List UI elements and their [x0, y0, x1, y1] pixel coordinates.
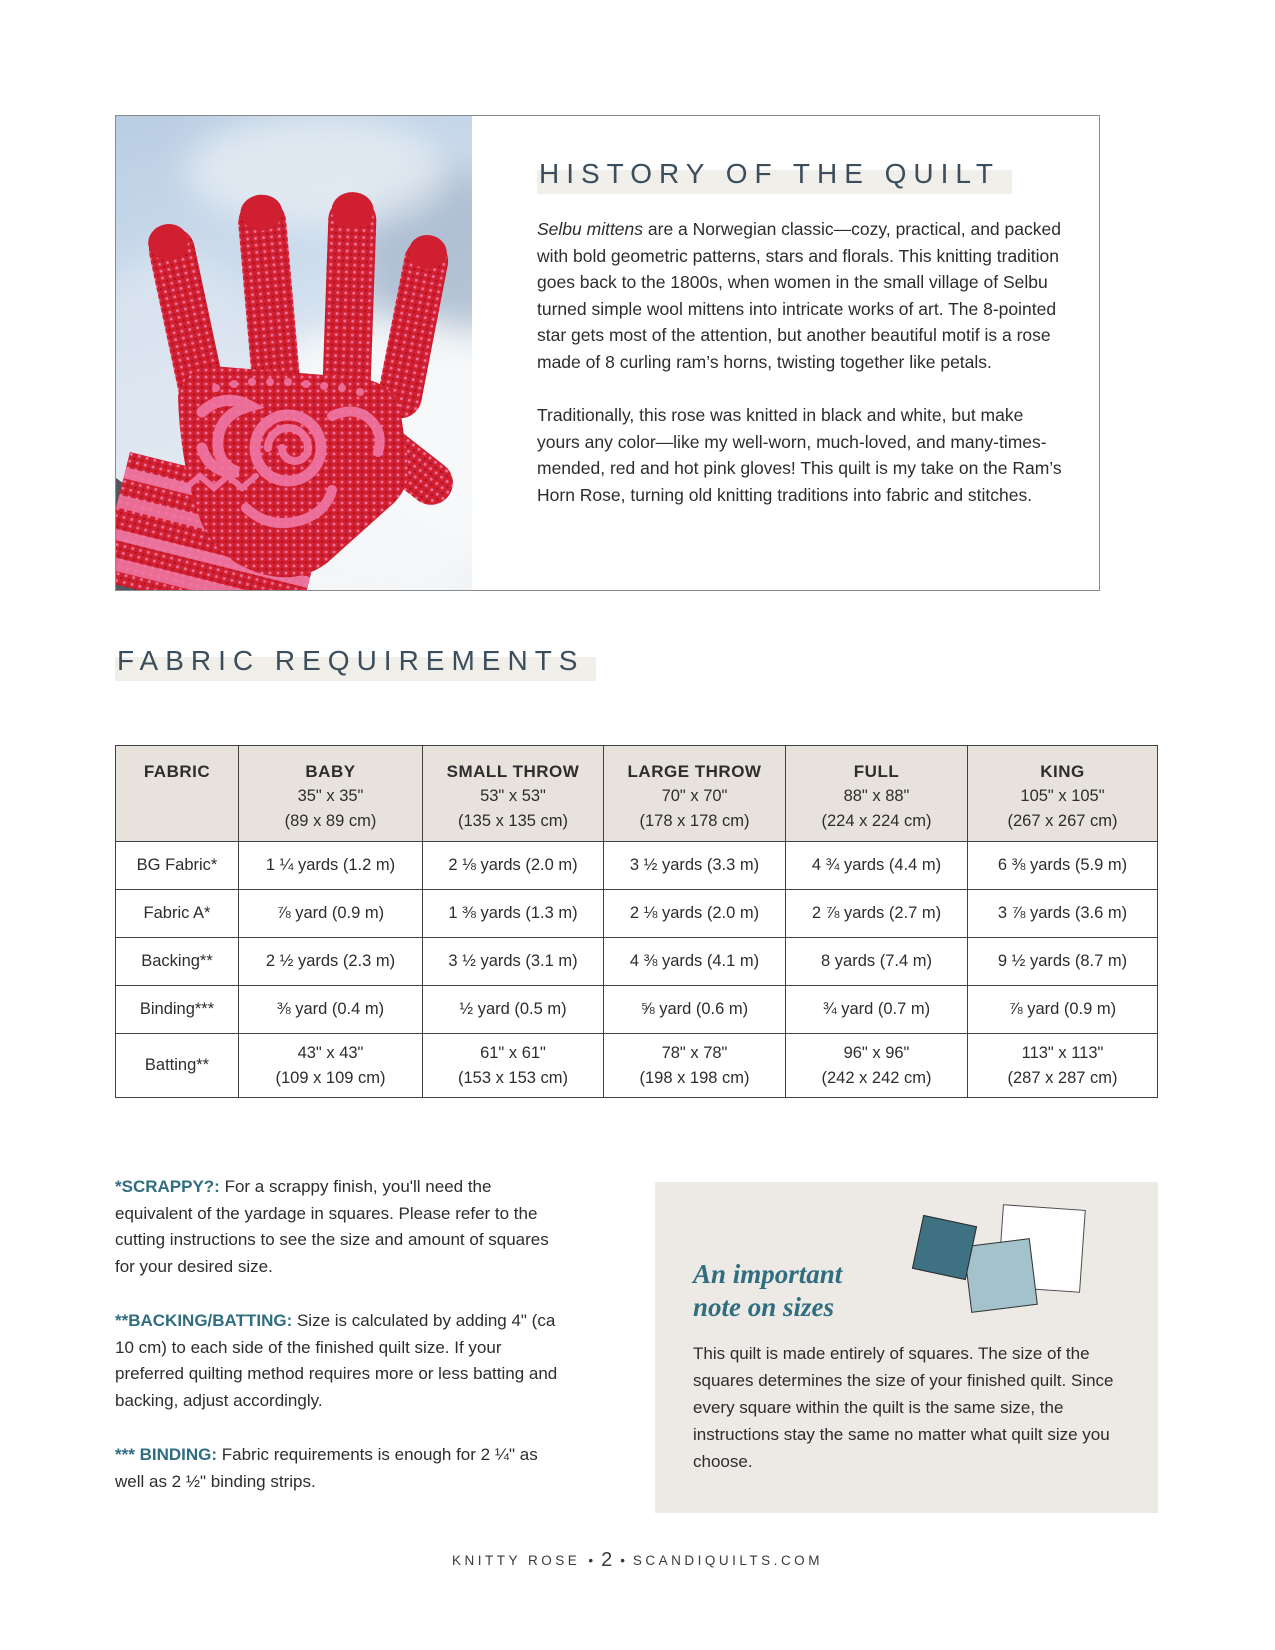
fabric-requirements-title: FABRIC REQUIREMENTS: [115, 645, 596, 677]
table-cell: 113" x 113" (287 x 287 cm): [968, 1034, 1158, 1098]
footer-separator: •: [620, 1553, 625, 1568]
table-cell: ⅜ yard (0.4 m): [239, 986, 423, 1034]
footnote-scrappy: *SCRAPPY?: For a scrappy finish, you'll need the equivalent of the yardage in squares. Please refer to the cutting instructions to see the size and amount of squares for your desired size.: [115, 1177, 549, 1276]
size-note-body: This quilt is made entirely of squares. The size of the squares determines the size of your finished quilt. Since every square within the quilt is the same size, the instructions stay the same no matter what quilt size you choose.: [693, 1344, 1114, 1471]
table-cell: 2 ⅛ yards (2.0 m): [604, 890, 786, 938]
col-header-baby: BABY 35" x 35" (89 x 89 cm): [239, 746, 423, 842]
row-label: Binding***: [116, 986, 239, 1034]
row-label: BG Fabric*: [116, 842, 239, 890]
history-content: [537, 158, 1065, 508]
table-cell: 4 ¾ yards (4.4 m): [786, 842, 968, 890]
col-header-full: FULL 88" x 88" (224 x 224 cm): [786, 746, 968, 842]
white-square-icon: [997, 1204, 1086, 1293]
table-cell: 8 yards (7.4 m): [786, 938, 968, 986]
footer-separator: •: [588, 1553, 594, 1568]
history-paragraph-1: Selbu mittens are a Norwegian classic—cozy, practical, and packed with bold geometric patterns, stars and florals. This knitting tradition goes back to the 1800s, when women in the small village of Selbu turned simple wool mittens into intricate works of art. The 8-pointed star gets most of the attention, but another beautiful motif is a rose made of 8 curling ram’s horns, twisting together like petals.: [537, 219, 1061, 372]
table-cell: 2 ⅞ yards (2.7 m): [786, 890, 968, 938]
table-cell: 96" x 96" (242 x 242 cm): [786, 1034, 968, 1098]
page-footer: [0, 1549, 1275, 1572]
table-cell: 2 ⅛ yards (2.0 m): [423, 842, 604, 890]
table-cell: 2 ½ yards (2.3 m): [239, 938, 423, 986]
size-note-heading: An important note on sizes: [693, 1259, 843, 1322]
table-cell: ½ yard (0.5 m): [423, 986, 604, 1034]
light-blue-square-icon: [963, 1238, 1038, 1313]
table-cell: ¾ yard (0.7 m): [786, 986, 968, 1034]
history-paragraph-2: Traditionally, this rose was knitted in black and white, but make yours any color—like my well-worn, much-loved, and many-times-mended, red and hot pink gloves! This quilt is my take on the Ram’s Horn Rose, turning old knitting traditions into fabric and stitches.: [537, 405, 1062, 505]
table-cell: 3 ½ yards (3.3 m): [604, 842, 786, 890]
size-note-box: [655, 1182, 1158, 1513]
glove-photo: [116, 116, 472, 590]
history-paragraph-lead: Selbu mittens: [537, 219, 644, 239]
history-title: HISTORY OF THE QUILT: [537, 158, 1065, 190]
row-label: Backing**: [116, 938, 239, 986]
footer-brand: KNITTY ROSE: [452, 1553, 581, 1568]
table-cell: 1 ⅜ yards (1.3 m): [423, 890, 604, 938]
glove-photo-illustration: [116, 116, 472, 590]
table-cell: 61" x 61" (153 x 153 cm): [423, 1034, 604, 1098]
footer-site: SCANDIQUILTS.COM: [632, 1553, 823, 1568]
table-row-binding: [116, 986, 1158, 1034]
row-label: Fabric A*: [116, 890, 239, 938]
table-cell: ⅝ yard (0.6 m): [604, 986, 786, 1034]
table-header-row: [116, 746, 1158, 842]
fabric-requirements-table: [115, 745, 1158, 1098]
table-cell: 9 ½ yards (8.7 m): [968, 938, 1158, 986]
footnote-scrappy-label: *SCRAPPY?:: [115, 1177, 220, 1196]
footnote-binding: *** BINDING: Fabric requirements is enough for 2 ¼" as well as 2 ½" binding strips.: [115, 1445, 538, 1491]
history-section: [115, 115, 1100, 591]
table-row-batting: [116, 1034, 1158, 1098]
footnotes: [115, 1174, 567, 1523]
footnote-backing-label: **BACKING/BATTING:: [115, 1311, 293, 1330]
col-header-small-throw: SMALL THROW 53" x 53" (135 x 135 cm): [423, 746, 604, 842]
table-cell: 4 ⅜ yards (4.1 m): [604, 938, 786, 986]
table-cell: 1 ¼ yards (1.2 m): [239, 842, 423, 890]
col-header-large-throw: LARGE THROW 70" x 70" (178 x 178 cm): [604, 746, 786, 842]
table-cell: ⅞ yard (0.9 m): [239, 890, 423, 938]
table-row-fabric-a: [116, 890, 1158, 938]
row-label: Batting**: [116, 1034, 239, 1098]
dark-teal-square-icon: [912, 1215, 977, 1280]
table-row-backing: [116, 938, 1158, 986]
table-cell: 6 ⅜ yards (5.9 m): [968, 842, 1158, 890]
table-cell: 3 ½ yards (3.1 m): [423, 938, 604, 986]
footnote-binding-label: *** BINDING:: [115, 1445, 218, 1464]
table-cell: 43" x 43" (109 x 109 cm): [239, 1034, 423, 1098]
table-cell: ⅞ yard (0.9 m): [968, 986, 1158, 1034]
footnote-backing-batting: **BACKING/BATTING: Size is calculated by adding 4" (ca 10 cm) to each side of the finished quilt size. If your preferred quilting method requires more or less batting and backing, adjust accordingly.: [115, 1311, 558, 1410]
footer-page-number: 2: [601, 1549, 613, 1571]
table-cell: 78" x 78" (198 x 198 cm): [604, 1034, 786, 1098]
col-header-fabric: FABRIC: [116, 746, 239, 842]
col-header-king: KING 105" x 105" (267 x 267 cm): [968, 746, 1158, 842]
table-cell: 3 ⅞ yards (3.6 m): [968, 890, 1158, 938]
table-row-bg-fabric: [116, 842, 1158, 890]
